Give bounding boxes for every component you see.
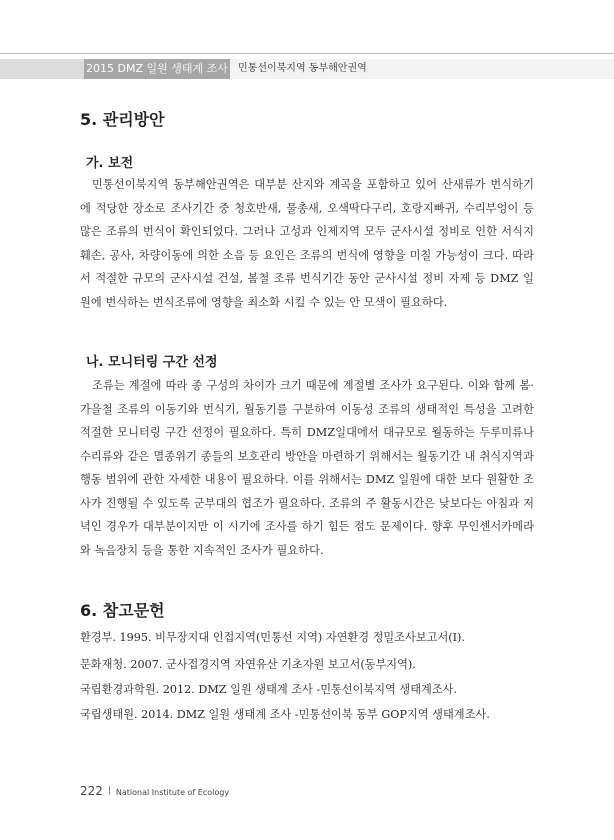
publisher-name: National Institute of Ecology <box>115 788 230 797</box>
header-region: 민통선이북지역 동부해안권역 <box>238 63 367 74</box>
reference-item: 국립환경과학원. 2012. DMZ 일원 생태계 조사 -민통선이북지역 생태계조사. <box>80 683 457 696</box>
subsection-title-monitoring: 나. 모니터링 구간 선정 <box>86 355 218 370</box>
reference-item: 문화재청. 2007. 군사접경지역 자연유산 기초자원 보고서(동부지역). <box>80 658 416 671</box>
page-footer <box>80 780 229 796</box>
page-number: 222 <box>80 784 103 798</box>
reference-item: 환경부. 1995. 비무장지대 인접지역(민통선 지역) 자연환경 정밀조사보고서(Ⅰ). <box>80 631 465 644</box>
reference-item: 국립생태원. 2014. DMZ 일원 생태계 조사 -민통선이북 동부 GOP지역 생태계조사. <box>80 708 490 721</box>
section-title-references: 6. 참고문헌 <box>80 601 165 620</box>
subsection-title-preservation: 가. 보전 <box>86 156 134 171</box>
monitoring-paragraph: 조류는 계절에 따라 종 구성의 차이가 크기 때문에 계절별 조사가 요구된다. 이와 함께 봄·가을철 조류의 이동기와 번식기, 월동기를 구분하여 이동성 조류의 생태적인 특성을 고려한 적절한 모니터링 구간 선정이 필요하다. 특히 DMZ일대에서 대규모로 월동하는 두루미류나 수리류와 같은 멸종위기 종들의 보호관리 방안을 마련하기 위해서는 월동기간 내 취식지역과 행동 범위에 관한 자세한 내용이 필요하다. 이를 위해서는 DMZ 일원에 대한 보다 원활한 조사가 진행될 수 있도록 군부대의 협조가 필요하다. 조류의 주 활동시간은 낮보다는 아침과 저녁인 경우가 대부분이지만 이 시기에 조사를 하기 힘든 점도 문제이다. 향후 무인센서카메라와 녹음장치 등을 통한 지속적인 조사가 필요하다. <box>80 379 534 557</box>
header-series-title: 2015 DMZ 일원 생태계 조사 <box>84 59 230 79</box>
preservation-paragraph: 민통선이북지역 동부해안권역은 대부분 산지와 계곡을 포함하고 있어 산새류가 번식하기에 적당한 장소로 조사기간 중 청호반새, 물총새, 오색딱다구리, 호랑지빠귀, 수리부엉이 등 많은 조류의 번식이 확인되었다. 그러나 고성과 인제지역 모두 군사시설 정비로 인한 서식지 훼손, 공사, 차량이동에 의한 소음 등 요인은 조류의 번식에 영향을 미칠 가능성이 크다. 따라서 적절한 규모의 군사시설 건설, 봄철 조류 번식기간 동안 군사시설 정비 자제 등 DMZ 일원에 번식하는 번식조류에 영향을 최소화 시킬 수 있는 안 모색이 필요하다. <box>80 178 534 309</box>
section-title-management: 5. 관리방안 <box>80 110 165 129</box>
footer-divider <box>109 786 110 795</box>
header-left-band <box>0 59 84 79</box>
header-rule <box>0 53 614 54</box>
